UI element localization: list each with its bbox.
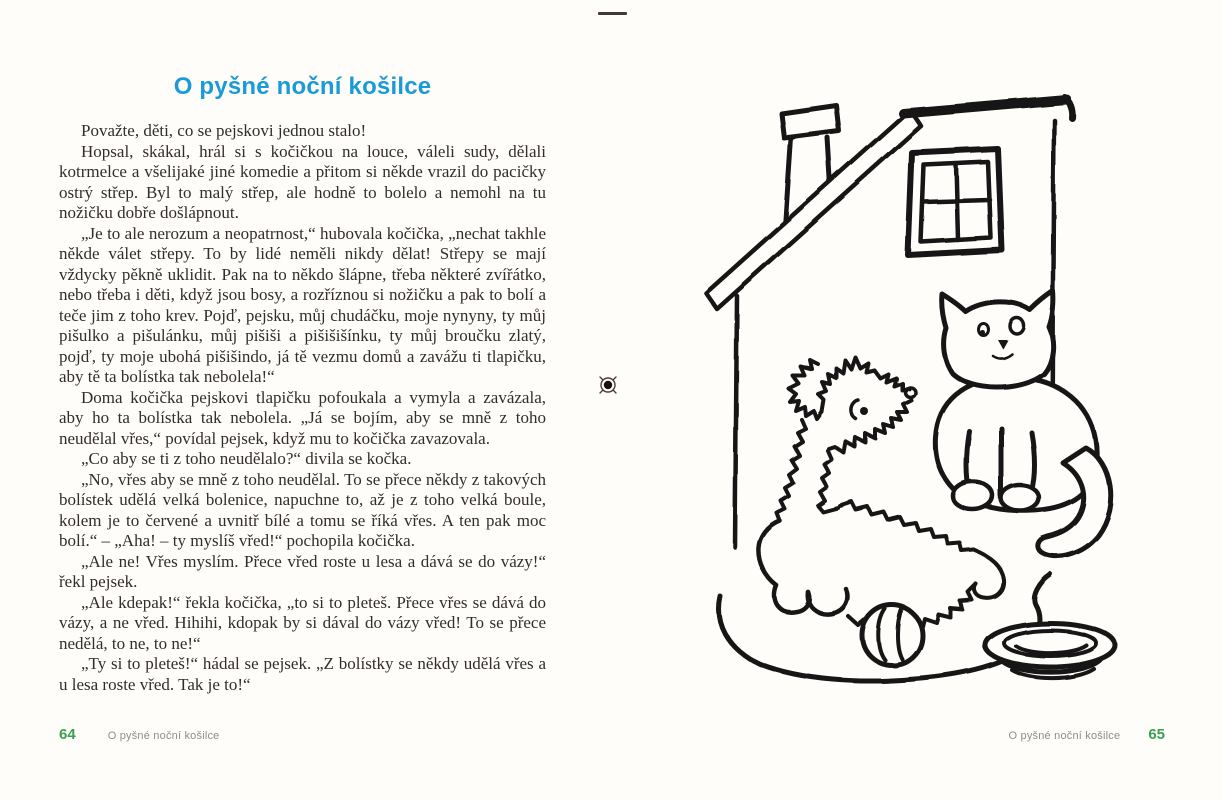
- running-title-right: O pyšné noční košilce: [1008, 730, 1121, 742]
- story-paragraph: „Je to ale nerozum a neopatrnost,“ hubovala kočička, „nechat takhle někde válet střepy. To by lidé neměli nikdy dělat! Střepy se mají vždycky pěkně uklidit. Pak na to někdo šlápne, třeba některé zvířátko, nebo třeba i děti, když jsou bosy, a rozříznou si nožičku a pak to bolí a teče jim z toho krev. Pojď, pejsku, můj chudáčku, moje nynyny, ty můj pišulko a pišulánku, můj pišiši a pišišišínku, ty můj broučku zlatý, pojď, ty moje ubohá pišišindo, já tě vezmu domů a zavážu ti tlapičku, aby tě ta bolístka tak nebolela!“: [59, 223, 546, 386]
- page-number-left: 64: [59, 726, 76, 743]
- story-paragraph: „Ale ne! Vřes myslím. Přece vřed roste u lesa a dává se do vázy!“ řekl pejsek.: [59, 551, 546, 591]
- print-crop-dash: [598, 12, 627, 15]
- right-footer: [1009, 726, 1166, 743]
- cat-drawing: [936, 291, 1111, 556]
- ball-drawing: [862, 605, 922, 665]
- story-paragraph: Považte, děti, co se pejskovi jednou stalo!: [81, 121, 367, 140]
- story-paragraph: „No, vřes aby se mně z toho neudělal. To se přece někdy z takových bolístek udělá velká bolenice, napuchne to, až je z toho velká boule, kolem je to červené a uvnitř bílé a tomu se říká vřes. A ten pak moc bolí.“ – „Aha! – ty myslíš vřed!“ pochopila kočička.: [59, 469, 546, 550]
- chapter-title: O pyšné noční košilce: [173, 73, 432, 101]
- illustration-dog-cat-house: [688, 68, 1190, 700]
- bowl-drawing: [985, 623, 1115, 678]
- window-drawing: [908, 149, 1002, 255]
- running-title-left: O pyšné noční košilce: [107, 730, 220, 742]
- story-paragraph: „Ty si to pleteš!“ hádal se pejsek. „Z bolístky se někdy udělá vřes a u lesa roste vřed. Tak je to!“: [59, 654, 546, 694]
- story-paragraph: Hopsal, skákal, hrál si s kočičkou na louce, váleli sudy, dělali kotrmelce a všelijaké jiné komedie a přitom si někde vrazil do pacičky ostrý střep. Byl to malý střep, ale hodně to bolelo a nemohl na tu nožičku dobře došlápnout.: [59, 141, 546, 222]
- story-text: [59, 121, 546, 695]
- left-footer: [59, 726, 220, 743]
- page-number-right: 65: [1148, 726, 1165, 743]
- story-paragraph: Doma kočička pejskovi tlapičku pofoukala a vymyla a zavázala, aby ho ta bolístka tak nebolela. „Já se bojím, aby se mně z toho neudělal vřes,“ povídal pejsek, když mu to kočička zavazovala.: [59, 387, 546, 448]
- story-paragraph: „Ale kdepak!“ řekla kočička, „to si to pleteš. Přece vřes se dává do vázy, a ne vřed. Hihihi, kdopak by si dával do vázy vřed! To se přece nedělá, to ne, to ne!“: [59, 592, 546, 653]
- story-paragraph: „Co aby se ti z toho neudělalo?“ divila se kočka.: [81, 449, 412, 468]
- registration-mark-icon: [595, 372, 621, 398]
